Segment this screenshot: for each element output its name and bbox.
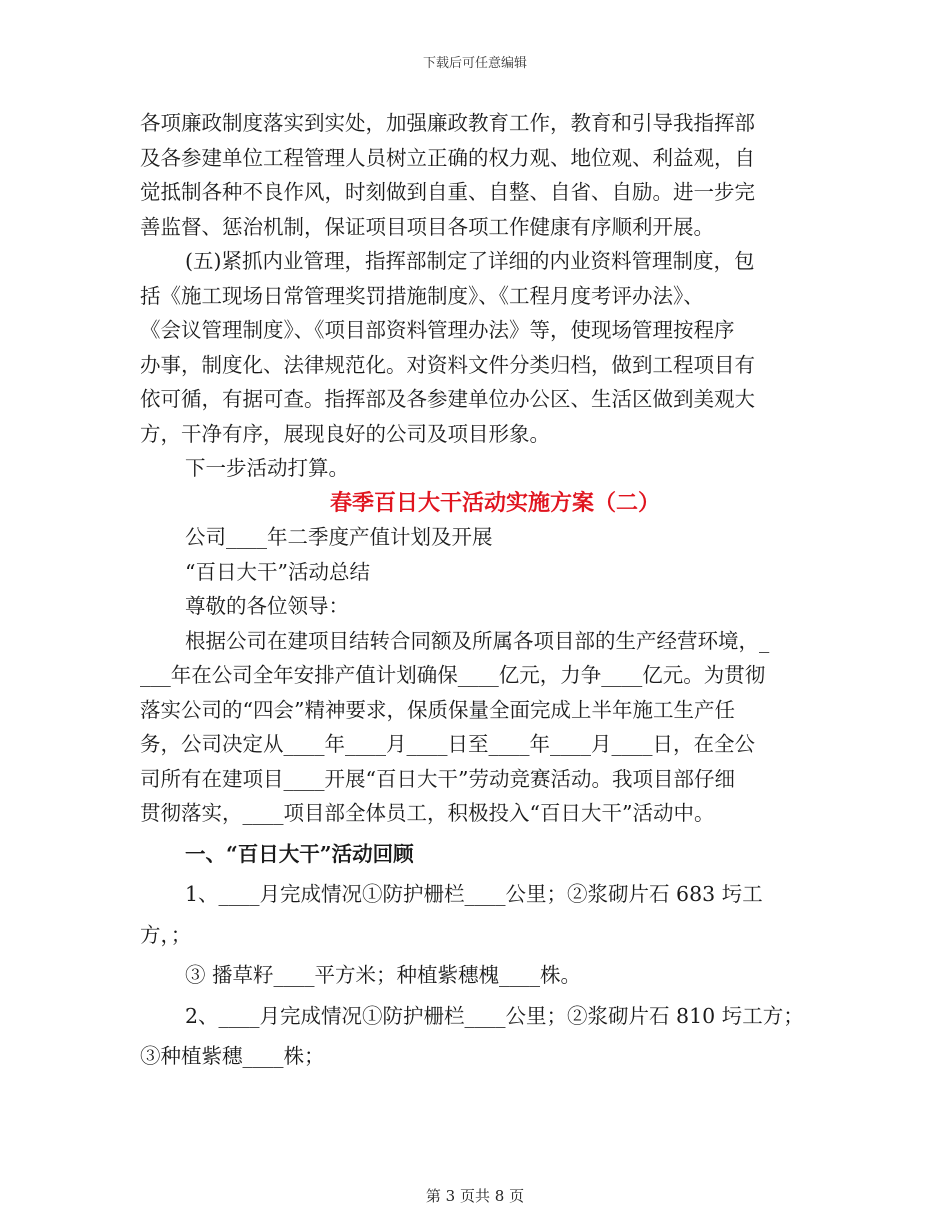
body-line: 落实公司的“四会”精神要求，保质保量全面完成上半年施工生产任 (140, 697, 735, 722)
body-line: ___年在公司全年安排产值计划确保____亿元，力争____亿元。为贯彻 (140, 663, 766, 687)
body-line: 《会议管理制度》、《项目部资料管理办法》等，使现场管理按程序 (140, 318, 735, 342)
body-line: 尊敬的各位领导： (185, 594, 349, 618)
body-line: 下一步活动打算。 (185, 456, 349, 480)
body-line: 办事，制度化、法律规范化。对资料文件分类归档，做到工程项目有 (140, 352, 755, 377)
page-header: 下载后可任意编辑 (422, 56, 527, 71)
document-body (140, 106, 810, 1074)
body-line: 方，； (140, 922, 192, 947)
body-line: 及各参建单位工程管理人员树立正确的权力观、地位观、利益观，自 (140, 145, 755, 170)
section-heading: 一、“百日大干”活动回顾 (185, 841, 414, 866)
body-line: 贯彻落实，____项目部全体员工，积极投入“百日大干”活动中。 (140, 801, 715, 825)
body-line: 司所有在建项目____开展“百日大干”劳动竞赛活动。我项目部仔细 (140, 766, 735, 791)
body-line: 公司____年二季度产值计划及开展 (185, 525, 493, 549)
body-line: ③种植紫穗____株； (140, 1044, 325, 1068)
body-line: 善监督、惩治机制，保证项目项目各项工作健康有序顺利开展。 (140, 214, 714, 239)
body-line: 依可循，有据可查。指挥部及各参建单位办公区、生活区做到美观大 (140, 387, 755, 411)
body-line: 方，干净有序，展现良好的公司及项目形象。 (140, 421, 550, 446)
body-line: (五)紧抓内业管理，指挥部制定了详细的内业资料管理制度，包 (185, 249, 755, 273)
body-line: 2、____月完成情况①防护栅栏____公里；②浆砌片石 810 圬工方； (185, 1003, 804, 1028)
body-line: 括《施工现场日常管理奖罚措施制度》、《工程月度考评办法》、 (140, 283, 704, 308)
body-line: ③ 播草籽____平方米；种植紫穗槐____株。 (185, 963, 582, 987)
page-footer: 第 3 页共 8 页 (425, 1187, 525, 1205)
body-line: 各项廉政制度落实到实处，加强廉政教育工作，教育和引导我指挥部 (140, 111, 755, 135)
body-line: 觉抵制各种不良作风，时刻做到自重、自整、自省、自励。进一步完 (140, 180, 755, 204)
body-line: 1、____月完成情况①防护栅栏____公里；②浆砌片石 683 圬工 (185, 882, 763, 906)
body-line: 根据公司在建项目结转合同额及所属各项目部的生产经营环境，_ (185, 628, 770, 653)
body-line: “百日大干”活动总结 (185, 559, 370, 584)
section-title: 春季百日大干活动实施方案（二） (329, 489, 660, 516)
body-line: 务，公司决定从____年____月____日至____年____月____日，在全公 (140, 732, 755, 756)
